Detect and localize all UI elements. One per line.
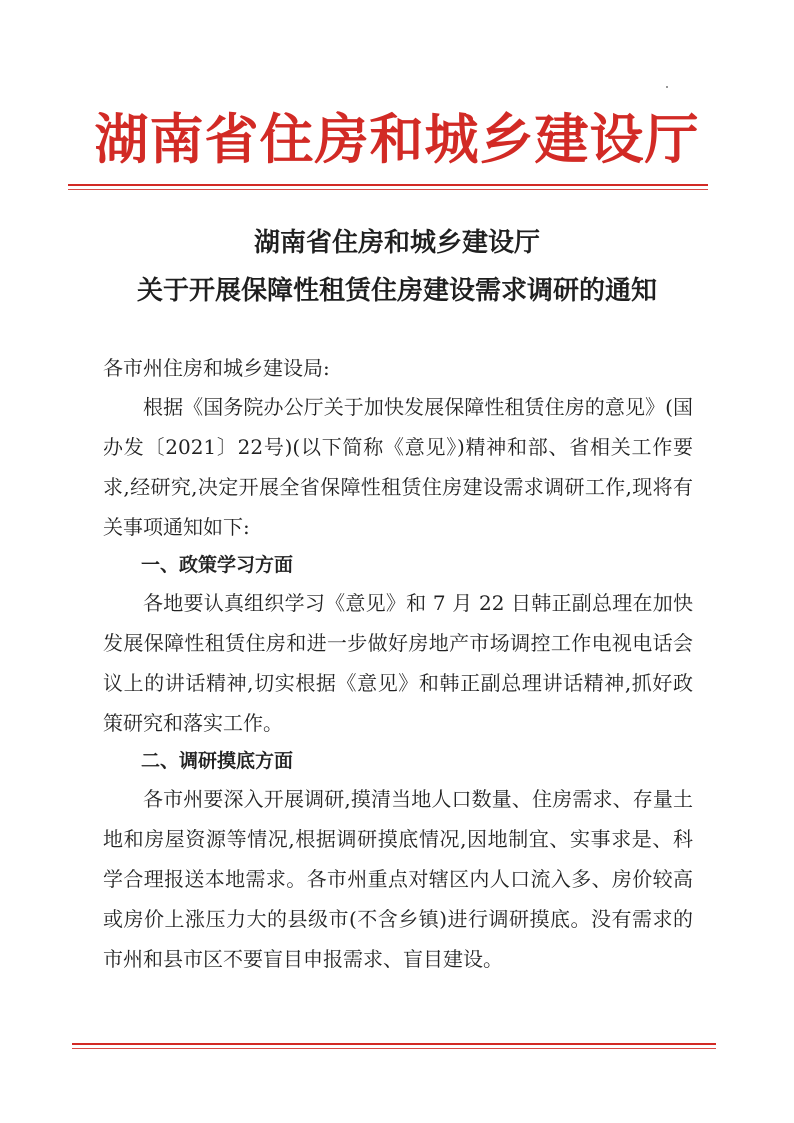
paragraph-policy-study: 各地要认真组织学习《意见》和 7 月 22 日韩正副总理在加快发展保障性租赁住房和进一步做好房地产市场调控工作电视电话会议上的讲话精神,切实根据《意见》和韩正副总理讲话精神,抓好政策研究和落实工作。 — [103, 591, 693, 735]
salutation: 各市州住房和城乡建设局: — [103, 356, 330, 380]
paragraph-intro: 根据《国务院办公厅关于加快发展保障性租赁住房的意见》(国办发〔2021〕22号)(以下简称《意见》)精神和部、省相关工作要求,经研究,决定开展全省保障性租赁住房建设需求调研工作,现将有关事项通知如下: — [103, 395, 693, 539]
scan-speck — [666, 86, 668, 88]
section-heading-survey: 二、调研摸底方面 — [141, 750, 294, 772]
paragraph-survey: 各市州要深入开展调研,摸清当地人口数量、住房需求、存量土地和房屋资源等情况,根据调研摸底情况,因地制宜、实事求是、科学合理报送本地需求。各市州重点对辖区内人口流入多、房价较高或房价上涨压力大的县级市(不含乡镇)进行调研摸底。没有需求的市州和县市区不要盲目申报需求、盲目建设。 — [103, 787, 693, 971]
document-title-line-2: 关于开展保障性租赁住房建设需求调研的通知 — [136, 276, 657, 306]
footer-red-rule-thick — [72, 1043, 716, 1045]
header-red-rule-thin — [68, 189, 708, 190]
section-heading-policy-study: 一、政策学习方面 — [141, 554, 294, 576]
header-red-rule-thick — [68, 184, 708, 186]
footer-red-rule-thin — [72, 1048, 716, 1049]
document-title-line-1: 湖南省住房和城乡建设厅 — [253, 228, 540, 258]
red-header-org-name: 湖南省住房和城乡建设厅 — [94, 108, 700, 171]
